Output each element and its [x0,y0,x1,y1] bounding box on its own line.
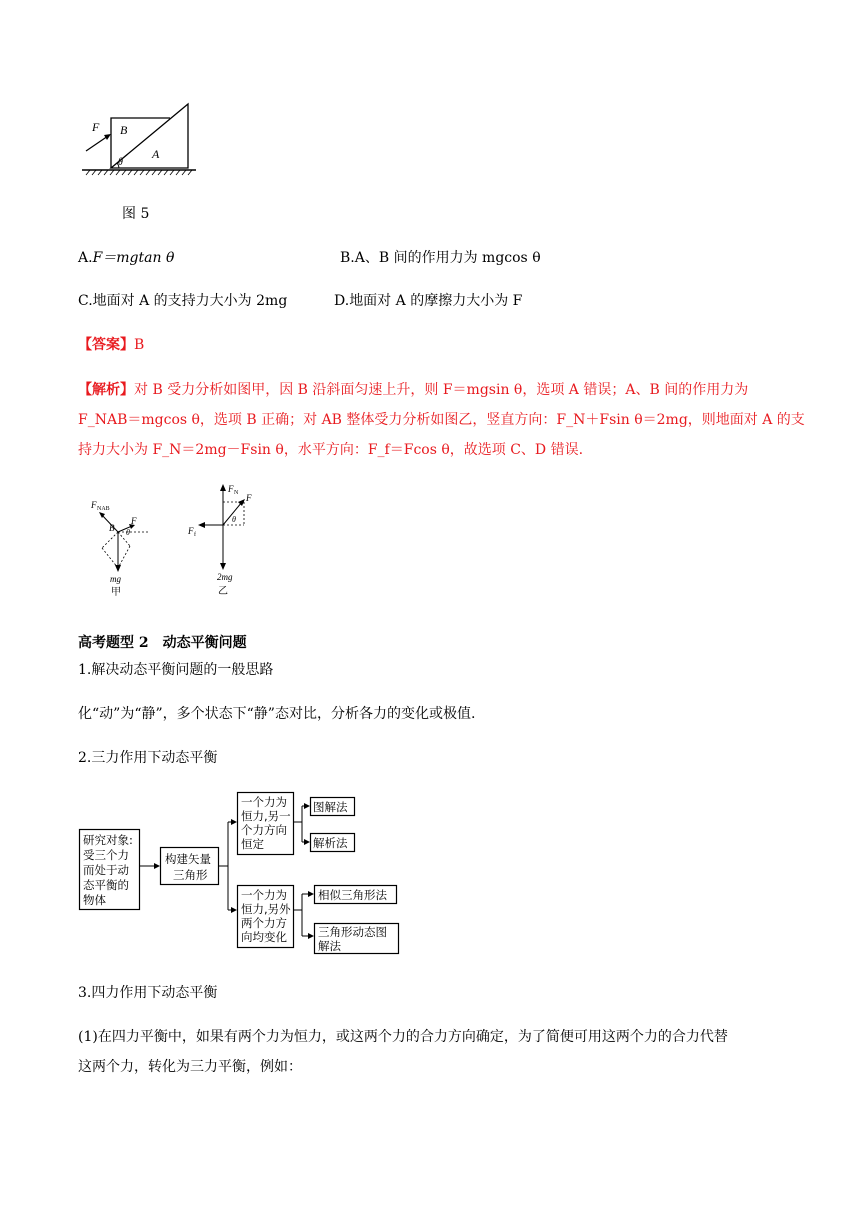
figure-5-label-B: B [120,123,128,137]
flow-lower-line-3: 两个力方 [241,916,287,930]
force-diagram-yi [184,480,264,598]
option-c-prefix: C. [78,293,93,309]
flow-middle-line-1: 构建矢量 [165,852,211,866]
flow-upper-line-3: 个力方向 [241,823,287,837]
figure-5-caption: 图 5 [122,206,150,222]
option-a-expr: F＝mgtan θ [92,250,175,266]
flow-middle-line-2: 三角形 [173,868,208,882]
flow-method-dynamic-2: 解法 [318,939,341,953]
jia-caption: 甲 [111,587,121,598]
option-b [340,247,541,267]
analysis-line-2: F_NAB＝mgcos θ，选项 B 正确；对 AB 整体受力分析如图乙，竖直方向：F_N＋Fsin θ＝2mg，则地面对 A 的支 [78,412,805,428]
option-c-text: 地面对 A 的支持力大小为 2mg [92,293,288,309]
jia-label-fnab: F [91,500,97,510]
analysis-line-1 [78,379,748,399]
analysis-line-3: 持力大小为 F_N＝2mg－Fsin θ，水平方向：F_f＝Fcos θ，故选项 C、D 错误. [78,442,584,458]
option-d-prefix: D. [334,293,350,309]
flowchart [78,788,408,958]
jia-label-theta: θ [126,528,130,537]
figure-5-label-F: F [92,120,100,134]
option-b-prefix: B. [340,250,355,266]
jia-label-b: B [109,523,115,533]
yi-caption: 乙 [218,586,228,597]
option-d [334,290,522,310]
flow-upper-line-2: 恒力,另一 [241,809,291,823]
answer-line [78,334,144,354]
flow-method-analytic: 解析法 [313,836,348,850]
yi-label-ff-sub: f [194,532,196,538]
yi-label-fn: F [228,484,234,494]
section-item-2: 2.三力作用下动态平衡 [78,750,218,766]
flow-lower-line-4: 向均变化 [241,930,287,944]
answer-tag: 【答案】 [78,337,134,353]
option-a-prefix: A. [78,250,93,266]
section-item-3-text-1: (1)在四力平衡中，如果有两个力为恒力，或这两个力的合力方向确定，为了简便可用这两个力的合力代替 [78,1029,728,1045]
flow-root-line-5: 物体 [83,893,106,907]
answer-value: B [134,337,145,353]
section-item-1: 1.解决动态平衡问题的一般思路 [78,662,274,678]
flow-method-dynamic-1: 三角形动态图 [318,925,387,939]
figure-5-label-theta: θ [118,157,123,168]
jia-label-f: F [131,516,137,526]
section-heading: 高考题型 2 动态平衡问题 [78,635,247,651]
flow-method-graph: 图解法 [313,800,348,814]
figure-5-label-A: A [152,147,160,161]
figure-5-diagram [78,96,198,178]
yi-label-fn-sub: N [234,490,239,496]
flow-lower-line-1: 一个力为 [241,888,287,902]
yi-label-f: F [246,493,252,503]
option-a [78,247,174,267]
flow-upper-line-1: 一个力为 [241,795,287,809]
yi-label-2mg: 2mg [217,572,233,582]
force-diagram-jia [86,494,156,598]
flow-method-similar: 相似三角形法 [318,888,387,902]
analysis-text-1: 对 B 受力分析如图甲，因 B 沿斜面匀速上升，则 F＝mgsin θ，选项 A 错误；A、B 间的作用力为 [134,382,749,398]
flow-upper-line-4: 恒定 [241,837,264,851]
flow-root-line-2: 受三个力 [83,848,129,862]
jia-label-fnab-sub: NAB [97,506,110,512]
yi-label-ff: F [188,526,194,536]
option-b-text: A、B 间的作用力为 mgcos θ [354,250,541,266]
section-item-3: 3.四力作用下动态平衡 [78,985,218,1001]
option-c [78,290,287,310]
flow-root-line-3: 而处于动 [83,863,129,877]
section-item-3-text-2: 这两个力，转化为三力平衡，例如： [78,1059,302,1075]
analysis-tag: 【解析】 [78,382,134,398]
flow-root-line-4: 态平衡的 [83,878,129,892]
flow-root-line-1: 研究对象: [83,833,133,847]
jia-label-mg: mg [110,574,121,584]
flow-lower-line-2: 恒力,另外 [241,902,291,916]
section-item-1-text: 化“动”为“静”，多个状态下“静”态对比，分析各力的变化或极值. [78,706,476,722]
option-d-text: 地面对 A 的摩擦力大小为 F [349,293,523,309]
yi-label-theta: θ [232,515,236,524]
